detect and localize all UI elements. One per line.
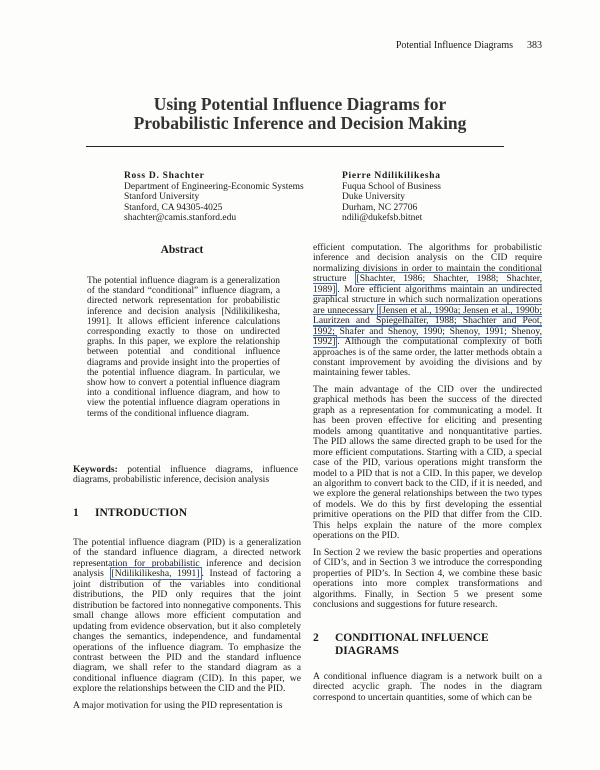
intro-paragraph-2: A major motivation for using the PID representation is [73, 699, 283, 711]
section-2-paragraph-1: A conditional influence diagram is a network built on a directed acyclic graph. The nodes in the diagram correspond to uncertain quantities, some of which can be [313, 671, 542, 703]
intro-body [73, 538, 301, 711]
abstract-body [87, 276, 280, 419]
title-line-2: Probabilistic Inference and Decision Making [133, 113, 467, 133]
author-1-dept: Department of Engineering-Economic Systems [124, 181, 304, 192]
right-p1-text-b: . More efficient algorithms maintain an undirected graphical structure in which such normalization operations are unnecessary [313, 283, 542, 316]
right-paragraph-1 [313, 243, 542, 379]
abstract-heading: Abstract [160, 244, 204, 256]
title-line-1: Using Potential Influence Diagrams for [153, 94, 447, 114]
keywords-text: potential influence diagrams, influence diagrams, probabilistic inference, decision analysis [73, 464, 298, 486]
author-2-email: ndili@dukefsb.bitnet [342, 213, 423, 224]
right-p1-text-a: efficient computation. The algorithms for probabilistic inference and decision analysis on the CID require normalizing divisions in order to maintain the conditional structure [313, 242, 542, 285]
keywords-label: Keywords: [73, 464, 118, 475]
section-2-title-line-1: CONDITIONAL INFLUENCE [335, 632, 489, 644]
right-column-upper [313, 243, 542, 610]
citation-jensen-group[interactable]: [Jensen et al., 1990a; Jensen et al., 1990b; Lauritzen and Spiegelhalter, 1988; Shachter and Peot, 1992; Shafer and Shenoy, 1990; Shenoy, 1991; Shenoy, 1992] [313, 304, 543, 348]
section-1-number: 1 [73, 507, 79, 519]
author-1-name: Ross D. Shachter [124, 171, 205, 181]
section-1-heading [73, 507, 187, 520]
keywords [73, 465, 298, 486]
section-2-title-line-2: DIAGRAMS [335, 645, 399, 657]
running-head [396, 40, 542, 51]
section-2-body [313, 672, 542, 703]
author-2 [342, 171, 441, 224]
author-2-name: Pierre Ndilikilikesha [342, 171, 441, 181]
citation-ndilikilikesha-1991[interactable]: [Ndilikilikesha, 1991] [111, 568, 200, 580]
author-2-dept: Fuqua School of Business [342, 181, 441, 192]
author-1-address: Stanford, CA 94305-4025 [124, 202, 223, 213]
right-paragraph-2: The main advantage of the CID over the undirected graphical methods has been the success of the directed graph as a representation for communicating a model. It has been proven effective for eliciting and presenting models among quantitative and nonquantitative parties. The PID allows the same directed graph to be used for the more efficient computations. Starting with a CID, a special case of the PID, various operations might transform the model to a PID that is not a CID. In this paper, we develop an algorithm to convert back to the CID, if it is needed, and we explore the general relationships between the two types of models. We do this by first developing the essential primitive operations on the PID that differ from the CID. This helps explain the nature of the more complex operations on the PID. [313, 383, 542, 542]
running-head-title: Potential Influence Diagrams [395, 40, 513, 51]
author-2-address: Durham, NC 27706 [342, 202, 418, 213]
section-2-heading [313, 632, 489, 658]
author-1 [124, 171, 304, 224]
page-number: 383 [527, 40, 542, 51]
citation-shachter-group[interactable]: [Shachter, 1986; Shachter, 1988; Shachter, 1989] [313, 273, 542, 295]
section-2-number: 2 [313, 632, 319, 644]
title-rule [86, 146, 504, 147]
intro-paragraph-1 [73, 538, 301, 695]
abstract-paragraph: The potential influence diagram is a generalization of the standard “conditional” influence diagram, a directed network representation for probabilistic inference and decision analysis [Ndilikilikesha, 1991]. It allows efficient inference calculations corresponding exactly to those on undirected graphs. In this paper, we explore the relationship between potential and conditional influence diagrams and provide insight into the properties of the potential influence diagram. In particular, we show how to convert a potential influence diagram into a conditional influence diagram, and how to view the potential influence diagram operations in terms of the conditional influence diagram. [87, 276, 280, 419]
author-1-email: shachter@camis.stanford.edu [124, 213, 237, 224]
section-1-title: INTRODUCTION [95, 507, 188, 519]
paper-title [0, 95, 600, 133]
intro-p1-text-b: . Instead of factoring a joint distribution of the variables into conditional distributions, the PID only requires that the joint distribution be factored into nonnegative components. This small change allows more efficient computation and updating from evidence observation, but it also completely changes the semantics, independence, and fundamental operations of the influence diagram. To emphasize the contrast between the PID and the standard influence diagram, we shall refer to the standard diagram as a conditional influence diagram (CID). In this paper, we explore the relationships between the CID and the PID. [73, 568, 302, 695]
intro-p1-text-a: The potential influence diagram (PID) is a generalization of the standard influence diagram, a directed network representation for probabilistic inference and decision analysis [73, 537, 301, 580]
right-p1-text-c: . Although the computational complexity of both approaches is of the same order, the latter methods obtain a constant improvement by avoiding the divisions and by maintaining fewer tables. [313, 336, 542, 379]
right-paragraph-3: In Section 2 we review the basic properties and operations of CID’s, and in Section 3 we introduce the corresponding properties of PID’s. In Section 4, we combine these basic operations into more complex transformations and algorithms. Finally, in Section 5 we present some conclusions and suggestions for future research. [313, 546, 542, 610]
author-2-univ: Duke University [342, 192, 406, 203]
author-1-univ: Stanford University [124, 192, 200, 203]
